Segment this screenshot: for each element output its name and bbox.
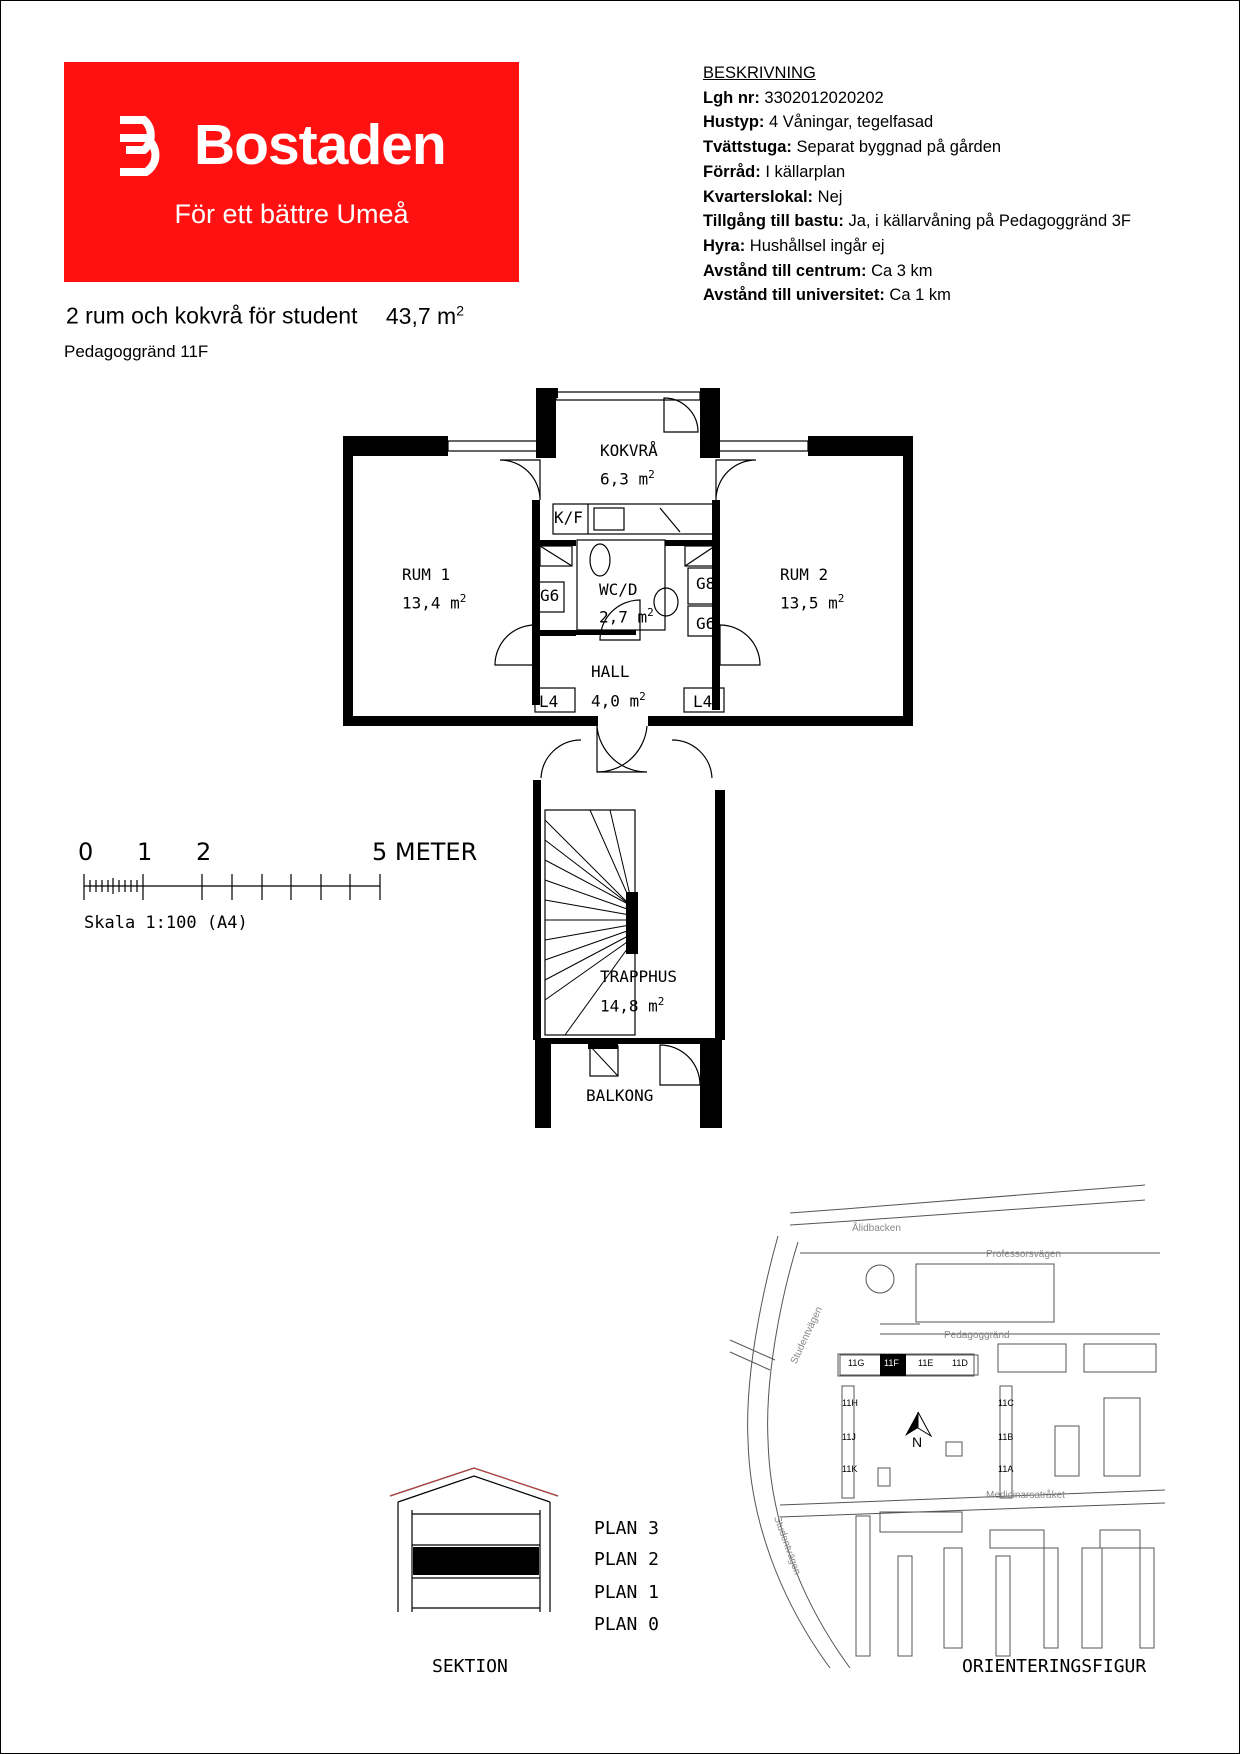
section-caption: SEKTION: [432, 1656, 508, 1677]
room-trapphus-area: 14,8 $m^2$: [600, 995, 665, 1016]
description-heading: BESKRIVNING: [703, 64, 816, 82]
description-row: Avstånd till centrum: Ca 3 km: [703, 261, 933, 280]
room-hall-name: HALL: [591, 662, 630, 681]
map-street-alidbacken: Ålidbacken: [852, 1223, 901, 1234]
room-rum1-area: 13,4 $m^2$: [402, 592, 467, 613]
room-balkong-name: BALKONG: [586, 1086, 654, 1105]
description-row: Lgh nr: 3302012020202: [703, 88, 884, 107]
map-building-11c: 11C: [998, 1398, 1014, 1408]
room-kokvra-name: KOKVRÅ: [600, 441, 658, 460]
section-plan-0: PLAN 0: [594, 1614, 660, 1635]
section-plan-2: PLAN 2: [594, 1549, 660, 1570]
map-building-11h: 11H: [842, 1398, 858, 1408]
room-wc-area: 2,7 $m^2$: [599, 606, 654, 627]
description-row: Kvarterslokal: Nej: [703, 187, 843, 206]
scale-tick-2: 2: [196, 838, 212, 866]
north-arrow-icon: N: [912, 1434, 923, 1450]
logo-name: Bostaden: [194, 113, 446, 177]
apartment-type: 2 rum och kokvrå för student: [66, 302, 358, 329]
description-row: Tillgång till bastu: Ja, i källarvåning på Pedagoggränd 3F: [703, 212, 1131, 231]
scale-tick-0: 0: [78, 838, 94, 866]
g8-label: G8: [696, 574, 716, 593]
l4-label-right: L4: [693, 692, 713, 711]
map-building-11f: 11F: [884, 1358, 899, 1368]
room-trapphus-name: TRAPPHUS: [600, 967, 678, 986]
room-rum2-area: 13,5 $m^2$: [780, 592, 845, 613]
scale-caption: Skala 1:100 (A4): [84, 913, 248, 933]
room-rum2-name: RUM 2: [780, 565, 829, 584]
map-building-11e: 11E: [918, 1358, 934, 1368]
map-street-studentvagen-north: Studentvägen: [788, 1305, 825, 1366]
map-building-11b: 11B: [998, 1432, 1014, 1442]
map-building-11a: 11A: [998, 1464, 1014, 1474]
map-building-11j: 11J: [842, 1432, 856, 1442]
apartment-address: Pedagoggränd 11F: [64, 342, 209, 361]
description-row: Hustyp: 4 Våningar, tegelfasad: [703, 113, 934, 132]
description-row: Avstånd till universitet: Ca 1 km: [703, 286, 951, 305]
room-hall-area: 4,0 $m^2$: [591, 690, 646, 711]
map-street-medicinarsatraket: Medicinarsatråket: [986, 1490, 1065, 1501]
scale-end-label: 5 METER: [372, 838, 478, 866]
map-caption: ORIENTERINGSFIGUR: [962, 1656, 1147, 1677]
description-row: Tvättstuga: Separat byggnad på gården: [703, 138, 1002, 157]
logo-tagline: För ett bättre Umeå: [174, 199, 409, 229]
map-street-pedagoggrand: Pedagoggränd: [944, 1330, 1010, 1341]
scale-tick-1: 1: [137, 838, 153, 866]
map-street-professorsvagen: Professorsvägen: [986, 1249, 1062, 1260]
g6-label-right: G6: [696, 614, 716, 633]
room-kokvra-area: 6,3 $m^2$: [600, 468, 655, 489]
map-building-11d: 11D: [952, 1358, 968, 1368]
map-street-studentvagen-south: Studentvägen: [771, 1514, 803, 1577]
description-row: Förråd: I källarplan: [703, 162, 846, 181]
section-plan-1: PLAN 1: [594, 1582, 660, 1603]
l4-label-left: L4: [539, 692, 559, 711]
room-rum1-name: RUM 1: [402, 565, 451, 584]
map-building-11g: 11G: [848, 1358, 865, 1368]
g6-label-left: G6: [540, 586, 560, 605]
room-wc-name: WC/D: [599, 580, 638, 599]
kf-label: K/F: [554, 508, 583, 527]
description-row: Hyra: Hushållsel ingår ej: [703, 236, 885, 255]
section-plan-3: PLAN 3: [594, 1518, 660, 1539]
map-building-11k: 11K: [842, 1464, 858, 1474]
apartment-area: 43,7 $m^2$: [385, 302, 464, 329]
